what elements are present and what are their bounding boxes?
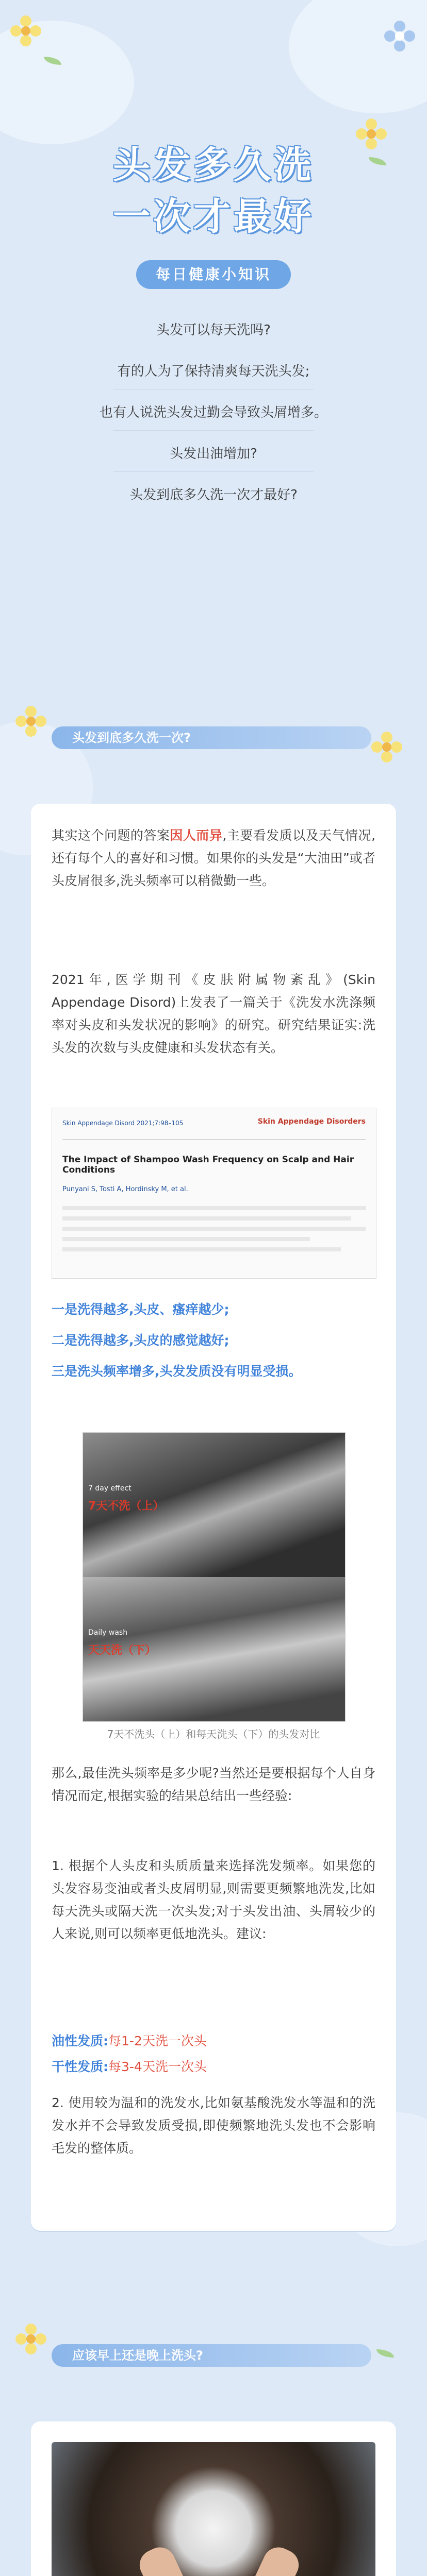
flower-icon — [384, 21, 415, 52]
question-3: 也有人说洗头发过勤会导致头屑增多。 — [99, 405, 327, 420]
image-label: 7 day effect — [88, 1484, 132, 1493]
question-4: 头发出油增加? — [170, 446, 257, 462]
paper-title: The Impact of Shampoo Wash Frequency on Scalp and Hair Conditions — [62, 1155, 354, 1175]
flower-icon — [371, 732, 402, 762]
paragraph: 2. 使用较为温和的洗发水,比如氨基酸洗发水等温和的洗发水并不会导致发质受损,即使频繁地洗头发也不会影响毛发的整体质。 — [52, 2095, 375, 2156]
finding-3: 三是洗头频率增多,头发发质没有明显受损。 — [52, 1364, 302, 1379]
journal-citation: Skin Appendage Disord 2021;7:98–105 — [62, 1120, 184, 1127]
advice-dry: 干性发质:每3-4天洗一次头 — [52, 2059, 207, 2074]
paragraph: 其实这个问题的答案因人而异,主要看发质以及天气情况,还有每个人的喜好和习惯。如果你的头发是“大油田”或者头皮屑很多,洗头频率可以稍微勤一些。 — [52, 828, 375, 888]
section-banner-1 — [31, 711, 396, 762]
flower-icon — [15, 706, 46, 737]
hair-washing-photo — [52, 2442, 375, 2576]
paragraph: 2021年,医学期刊《皮肤附属物紊乱》(Skin Appendage Disord)上发表了一篇关于《洗发水洗涤频率对头皮和头发状况的影响》的研究。研究结果证实:洗头发的次数与头皮健康和头发状态有关。 — [52, 972, 375, 1055]
image-label: Daily wash — [88, 1629, 128, 1637]
question-1: 头发可以每天洗吗? — [156, 323, 271, 338]
paper-authors: Punyani S, Tosti A, Hordinsky M, et al. — [62, 1185, 188, 1193]
question-2: 有的人为了保持清爽每天洗头发; — [117, 364, 310, 379]
image-caption: 7天不洗头（上）和每天洗头（下）的头发对比 — [107, 1728, 320, 1740]
image-label-red: 天天洗（下） — [88, 1644, 157, 1657]
paragraph: 1. 根据个人头皮和头质质量来选择洗发频率。如果您的头发容易变油或者头皮屑明显,则需要更频繁地洗发,比如每天洗头或隔天洗一次头发;对于头发出油、头屑较少的人来说,则可以频率更低地洗头。建议: — [52, 1858, 375, 1941]
advice-oily: 油性发质:每1-2天洗一次头 — [52, 2033, 207, 2048]
journal-name: Skin Appendage Disorders — [257, 1117, 366, 1126]
image-label-red: 7天不洗（上） — [88, 1500, 165, 1513]
question-5: 头发到底多久洗一次才最好? — [129, 487, 298, 503]
title-line-1: 头发多久洗 — [112, 143, 314, 187]
section-title: 应该早上还是晚上洗头? — [72, 2348, 203, 2363]
daily-badge: 每日健康小知识 — [136, 260, 291, 289]
divider — [113, 471, 314, 472]
section-banner-2 — [31, 2329, 396, 2380]
finding-2: 二是洗得越多,头皮的感觉越好; — [52, 1333, 229, 1348]
divider — [113, 430, 314, 431]
finding-1: 一是洗得越多,头皮、瘙痒越少; — [52, 1302, 229, 1317]
paper-screenshot — [52, 1108, 376, 1279]
paragraph: 那么,最佳洗头频率是多少呢?当然还是要根据每个人自身情况而定,根据实验的结果总结出一些经验: — [52, 1766, 375, 1803]
section-title: 头发到底多久洗一次? — [72, 731, 191, 745]
hair-microscope-image — [83, 1432, 346, 1722]
bg-cloud — [289, 0, 427, 113]
flower-icon — [15, 2324, 46, 2354]
page-title — [0, 139, 427, 242]
title-line-2: 一次才最好 — [112, 195, 314, 238]
flower-icon — [10, 15, 41, 46]
